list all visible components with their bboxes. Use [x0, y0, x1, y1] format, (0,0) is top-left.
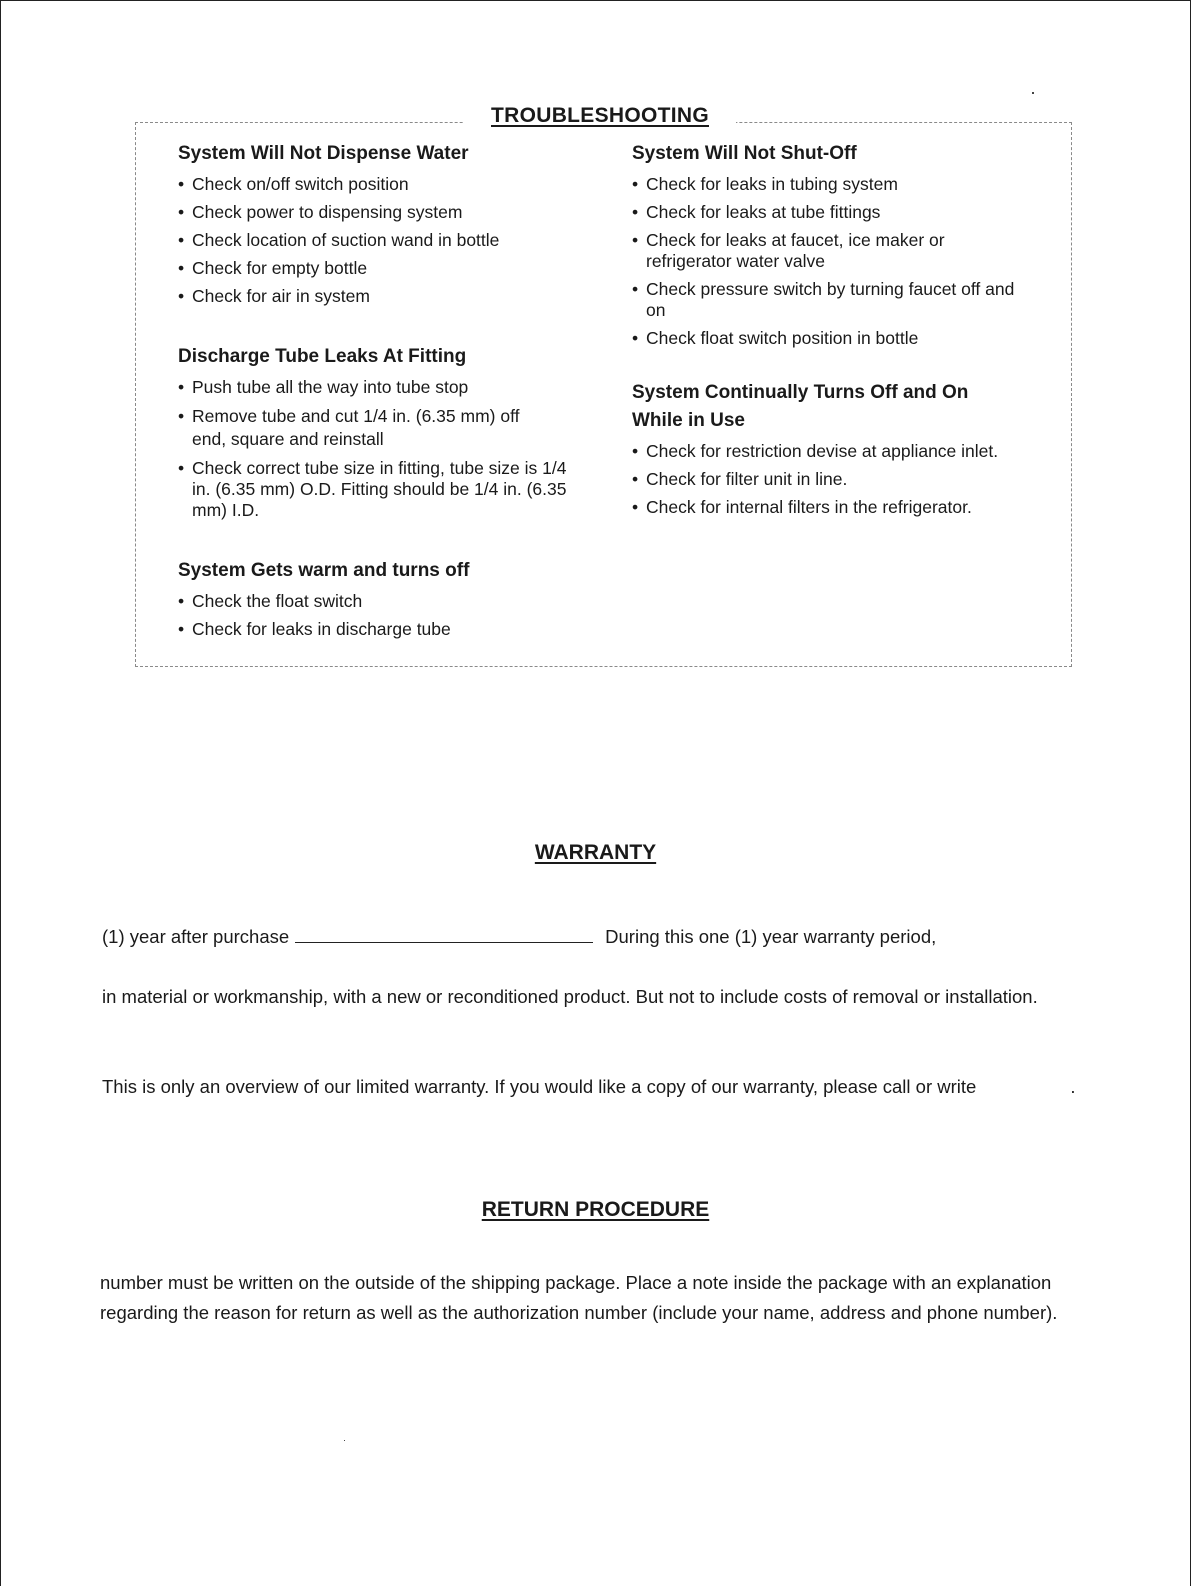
- list-item: • Check pressure switch by turning faucet off and on: [632, 279, 1016, 321]
- section-gets-warm: [178, 557, 598, 640]
- list-item: • Check location of suction wand in bottle: [178, 230, 598, 251]
- list-item: • Check for filter unit in line.: [632, 469, 1062, 490]
- section-heading: System Gets warm and turns off: [178, 560, 470, 581]
- list-item: • Check for leaks at tube fittings: [632, 202, 1062, 223]
- section-tube-leaks: [178, 343, 598, 521]
- scan-speck: [1032, 92, 1034, 94]
- section-will-not-shut-off: [632, 140, 1062, 349]
- section-heading: System Will Not Shut-Off: [632, 143, 857, 164]
- warranty-title: WARRANTY: [534, 841, 657, 864]
- list-item: • Check for empty bottle: [178, 258, 598, 279]
- list-item: • Check for leaks in discharge tube: [178, 619, 598, 640]
- list-item: • Check for restriction devise at appliance inlet.: [632, 441, 1062, 462]
- warranty-paragraph-3-text: This is only an overview of our limited warranty. If you would like a copy of our warranty, please call or write: [102, 1076, 977, 1097]
- list-item: • Check for internal filters in the refrigerator.: [632, 497, 1062, 518]
- troubleshooting-title: TROUBLESHOOTING: [464, 104, 736, 128]
- list-item: • Push tube all the way into tube stop: [178, 377, 598, 398]
- list-item: • Check for leaks in tubing system: [632, 174, 1062, 195]
- troubleshooting-right-column: [632, 140, 1062, 554]
- warranty-line-1-end: During this one (1) year warranty period,: [605, 926, 937, 947]
- list-item: • Check the float switch: [178, 591, 598, 612]
- section-heading: System Will Not Dispense Water: [178, 143, 469, 164]
- warranty-paragraph-3-end: .: [1070, 1076, 1076, 1097]
- section-heading: System Continually Turns Off and On While in Use: [632, 382, 969, 431]
- return-procedure-paragraph: number must be written on the outside of the shipping package. Place a note inside the package with an explanation regarding the reason for return as well as the authorization number (include your name, address and phone number).: [100, 1272, 1058, 1323]
- section-continually-turns-off: [632, 379, 1062, 518]
- list-item: • Remove tube and cut 1/4 in. (6.35 mm) off end, square and reinstall: [178, 405, 532, 451]
- warranty-paragraph-2: in material or workmanship, with a new or reconditioned product. But not to include costs of removal or installation.: [102, 986, 1038, 1007]
- list-item: • Check on/off switch position: [178, 174, 598, 195]
- list-item: • Check for air in system: [178, 286, 598, 307]
- list-item: • Check float switch position in bottle: [632, 328, 1062, 349]
- warranty-paragraph-3: [102, 1072, 1082, 1102]
- blank-fill-line: [295, 924, 593, 943]
- warranty-line-1: [102, 922, 1082, 952]
- list-item: • Check correct tube size in fitting, tube size is 1/4 in. (6.35 mm) O.D. Fitting should be 1/4 in. (6.35 mm) I.D.: [178, 458, 572, 521]
- scan-speck: [344, 1440, 345, 1441]
- section-heading: Discharge Tube Leaks At Fitting: [178, 346, 467, 367]
- section-will-not-dispense: [178, 140, 598, 307]
- return-procedure-title: RETURN PROCEDURE: [481, 1198, 710, 1221]
- warranty-line-1-start: (1) year after purchase: [102, 926, 290, 947]
- list-item: • Check for leaks at faucet, ice maker or refrigerator water valve: [632, 230, 996, 272]
- list-item: • Check power to dispensing system: [178, 202, 598, 223]
- troubleshooting-left-column: [178, 140, 598, 676]
